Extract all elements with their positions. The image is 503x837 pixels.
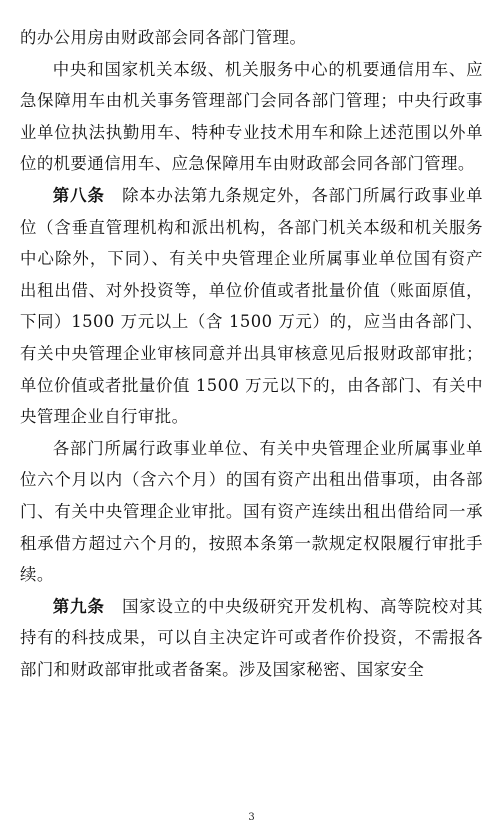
article-8-paragraph-2: [20, 433, 483, 591]
paragraph-text: 的办公用房由财政部会同各部门管理。: [20, 28, 307, 47]
article-number: 第八条: [52, 185, 105, 205]
paragraph-continuation: [20, 22, 483, 54]
article-8: [20, 180, 483, 433]
document-body: [20, 22, 483, 685]
page-number: 3: [248, 812, 255, 823]
paragraph-vehicle-management: [20, 54, 483, 180]
paragraph-text: 除本办法第九条规定外，各部门所属行政事业单位（含垂直管理机构和派出机构，各部门机关本级和机关服务中心除外，下同）、有关中央管理企业所属事业单位国有资产出租出借、对外投资等，单位价值或者批量价值（账面原值，下同）1500 万元以上（含 1500 万元）的，应当由各部门、有关中央管理企业审核同意并出具审核意见后报财政部审批；单位价值或者批量价值 1500 万元以下的，由各部门、有关中央管理企业自行审批。: [20, 185, 483, 427]
paragraph-text: 国家设立的中央级研究开发机构、高等院校对其持有的科技成果，可以自主决定许可或者作价投资，不需报各部门和财政部审批或者备案。涉及国家秘密、国家安全: [20, 596, 483, 679]
paragraph-text: 中央和国家机关本级、机关服务中心的机要通信用车、应急保障用车由机关事务管理部门会同各部门管理；中央行政事业单位执法执勤用车、特种专业技术用车和除上述范围以外单位的机要通信用车、应急保障用车由财政部会同各部门管理。: [20, 59, 483, 174]
article-9: [20, 591, 483, 686]
article-number: 第九条: [52, 596, 105, 616]
paragraph-text: 各部门所属行政事业单位、有关中央管理企业所属事业单位六个月以内（含六个月）的国有资产出租出借事项，由各部门、有关中央管理企业审批。国有资产连续出租出借给同一承租承借方超过六个月的，按照本条第一款规定权限履行审批手续。: [20, 438, 483, 585]
